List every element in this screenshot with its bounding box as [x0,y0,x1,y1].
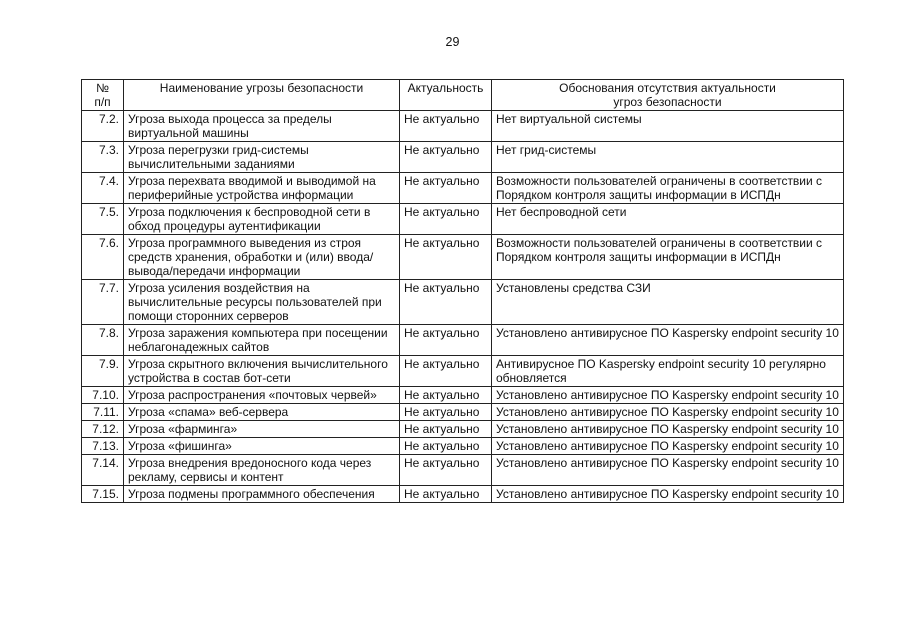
threat-name: Угроза распространения «почтовых червей» [124,387,400,404]
row-number: 7.11. [82,404,124,421]
relevance-status: Не актуально [400,421,492,438]
justification-text: Установлено антивирусное ПО Kaspersky endpoint security 10 [492,387,844,404]
relevance-status: Не актуально [400,142,492,173]
threat-name: Угроза внедрения вредоносного кода через рекламу, сервисы и контент [124,455,400,486]
relevance-status: Не актуально [400,325,492,356]
justification-text: Установлено антивирусное ПО Kaspersky endpoint security 10 [492,325,844,356]
header-justification [492,80,844,111]
relevance-status: Не актуально [400,404,492,421]
row-number: 7.5. [82,204,124,235]
justification-text: Установлено антивирусное ПО Kaspersky endpoint security 10 [492,438,844,455]
threat-name: Угроза «фишинга» [124,438,400,455]
threat-name: Угроза «фарминга» [124,421,400,438]
threat-name: Угроза подключения к беспроводной сети в обход процедуры аутентификации [124,204,400,235]
header-number [82,80,124,111]
threat-name: Угроза перехвата вводимой и выводимой на периферийные устройства информации [124,173,400,204]
table-header [82,80,844,111]
relevance-status: Не актуально [400,111,492,142]
row-number: 7.9. [82,356,124,387]
table-row [82,356,844,387]
row-number: 7.13. [82,438,124,455]
row-number: 7.15. [82,486,124,503]
row-number: 7.7. [82,280,124,325]
table-row [82,204,844,235]
relevance-status: Не актуально [400,455,492,486]
threat-name: Угроза подмены программного обеспечения [124,486,400,503]
justification-text: Возможности пользователей ограничены в соответствии с Порядком контроля защиты информации в ИСПДн [492,173,844,204]
header-row [82,80,844,111]
header-number-line2: п/п [94,95,111,109]
threat-name: Угроза «спама» веб-сервера [124,404,400,421]
justification-text: Нет грид-системы [492,142,844,173]
row-number: 7.8. [82,325,124,356]
relevance-status: Не актуально [400,387,492,404]
table-row [82,387,844,404]
table-row [82,486,844,503]
relevance-status: Не актуально [400,280,492,325]
header-relevance: Актуальность [400,80,492,111]
page-number: 29 [445,35,460,49]
row-number: 7.2. [82,111,124,142]
justification-text: Установлены средства СЗИ [492,280,844,325]
header-number-line1: № [96,81,109,95]
justification-text: Установлено антивирусное ПО Kaspersky endpoint security 10 [492,486,844,503]
table-row [82,325,844,356]
row-number: 7.6. [82,235,124,280]
table-row [82,235,844,280]
justification-text: Установлено антивирусное ПО Kaspersky endpoint security 10 [492,404,844,421]
threat-name: Угроза программного выведения из строя средств хранения, обработки и (или) ввода/вывода/передачи информации [124,235,400,280]
table-row [82,173,844,204]
threat-name: Угроза заражения компьютера при посещении неблагонадежных сайтов [124,325,400,356]
justification-text: Установлено антивирусное ПО Kaspersky endpoint security 10 [492,455,844,486]
row-number: 7.12. [82,421,124,438]
relevance-status: Не актуально [400,173,492,204]
justification-text: Установлено антивирусное ПО Kaspersky endpoint security 10 [492,421,844,438]
table-row [82,455,844,486]
relevance-status: Не актуально [400,486,492,503]
row-number: 7.3. [82,142,124,173]
header-justification-line1: Обоснования отсутствия актуальности [559,81,776,95]
relevance-status: Не актуально [400,235,492,280]
threat-name: Угроза выхода процесса за пределы виртуальной машины [124,111,400,142]
threat-name: Угроза скрытного включения вычислительного устройства в состав бот-сети [124,356,400,387]
threat-name: Угроза перегрузки грид-системы вычислительными заданиями [124,142,400,173]
table-row [82,438,844,455]
threat-name: Угроза усиления воздействия на вычислительные ресурсы пользователей при помощи сторонних серверов [124,280,400,325]
header-justification-line2: угроз безопасности [613,95,722,109]
row-number: 7.4. [82,173,124,204]
table-row [82,280,844,325]
table-row [82,142,844,173]
table-body [82,111,844,503]
table-row [82,111,844,142]
row-number: 7.14. [82,455,124,486]
relevance-status: Не актуально [400,438,492,455]
table-row [82,404,844,421]
threats-table [81,79,844,503]
justification-text: Возможности пользователей ограничены в соответствии с Порядком контроля защиты информации в ИСПДн [492,235,844,280]
relevance-status: Не актуально [400,356,492,387]
header-threat-name: Наименование угрозы безопасности [124,80,400,111]
row-number: 7.10. [82,387,124,404]
justification-text: Нет беспроводной сети [492,204,844,235]
justification-text: Антивирусное ПО Kaspersky endpoint security 10 регулярно обновляется [492,356,844,387]
justification-text: Нет виртуальной системы [492,111,844,142]
table-row [82,421,844,438]
relevance-status: Не актуально [400,204,492,235]
